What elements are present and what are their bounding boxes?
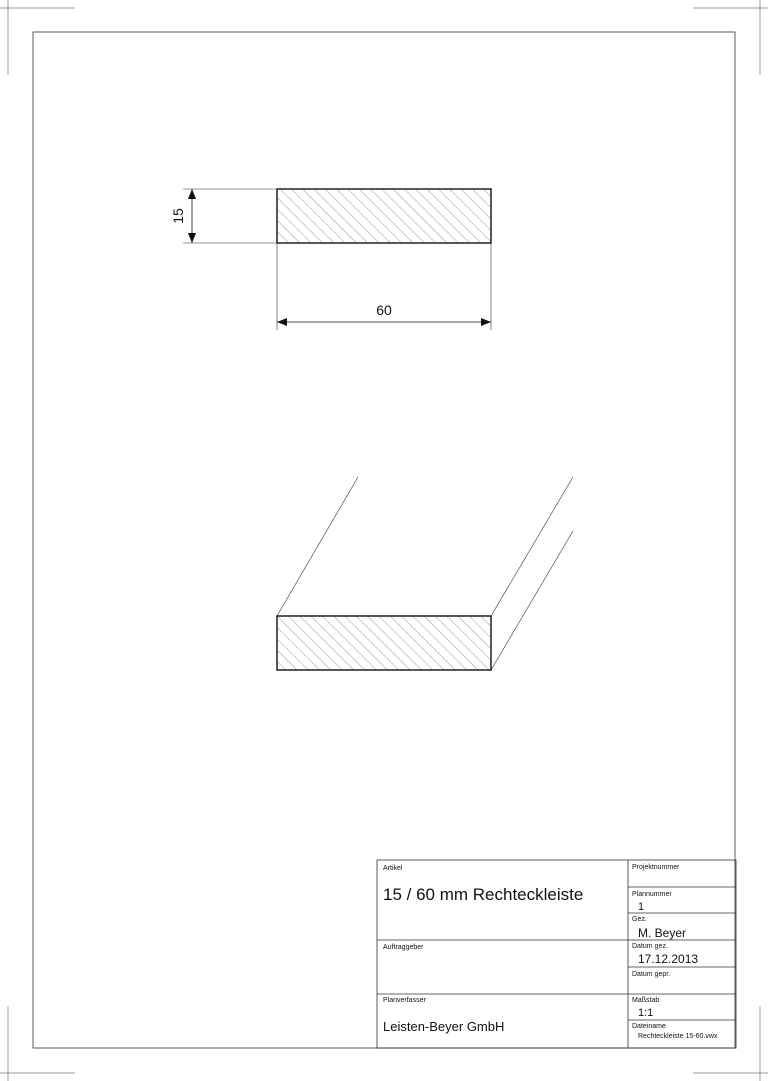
cross-section	[277, 189, 491, 243]
dateiname-label: Dateiname	[632, 1023, 666, 1030]
datum-gez-label: Datum gez.	[632, 943, 668, 950]
gez-value: M. Beyer	[638, 926, 687, 940]
massstab-label: Maßstab	[632, 997, 660, 1004]
dateiname-value: Rechteckleiste 15-60.vwx	[638, 1033, 718, 1040]
isometric-view	[277, 477, 573, 670]
artikel-label: Artikel	[383, 865, 403, 872]
projektnummer-label: Projektnummer	[632, 864, 680, 871]
height-dimension-label: 15	[170, 208, 186, 224]
gez-label: Gez.	[632, 916, 647, 923]
width-dimension-label: 60	[376, 302, 392, 318]
datum-gepr-label: Datum gepr.	[632, 971, 671, 978]
plannummer-label: Plannummer	[632, 891, 672, 898]
isometric-end-face	[277, 616, 491, 670]
auftraggeber-label: Auftraggeber	[383, 944, 424, 951]
cross-section-view	[170, 189, 491, 330]
planverfasser-label: Planverfasser	[383, 997, 426, 1004]
artikel-value: 15 / 60 mm Rechteckleiste	[383, 885, 584, 904]
plannummer-value: 1	[638, 901, 645, 913]
title-block-text	[383, 864, 718, 1040]
planverfasser-value: Leisten-Beyer GmbH	[383, 1019, 505, 1034]
massstab-value: 1:1	[638, 1007, 654, 1019]
datum-gez-value: 17.12.2013	[638, 952, 699, 966]
